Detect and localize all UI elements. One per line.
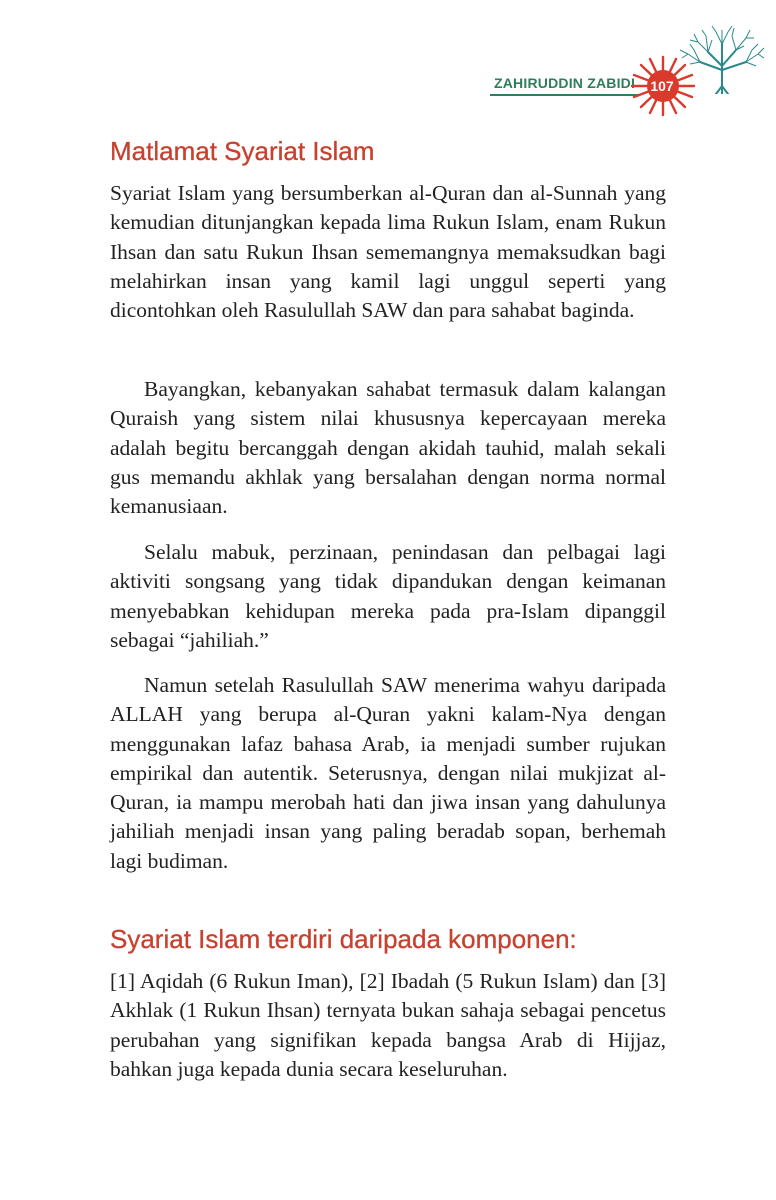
heading-matlamat: Matlamat Syariat Islam bbox=[110, 136, 375, 166]
paragraph-5: [1] Aqidah (6 Rukun Iman), [2] Ibadah (5 Rukun Islam) dan [3] Akhlak (1 Rukun Ihsan) ternyata bukan sahaja sebagai pencetus perubahan yang signifikan kepada bangsa Arab di Hijjaz, bahkan juga kepada dunia secara keseluruhan. bbox=[110, 969, 666, 1081]
page-number: 107 bbox=[650, 78, 674, 94]
section-heading-2 bbox=[110, 922, 577, 956]
paragraph-4: Namun setelah Rasulullah SAW menerima wahyu daripada ALLAH yang berupa al-Quran yakni kalam-Nya dengan menggunakan lafaz bahasa Arab, ia menjadi sumber rujukan empirikal dan autentik. Seterusnya, dengan nilai mukjizat al-Quran, ia mampu merobah hati dan jiwa insan yang dahulunya jahiliah menjadi insan yang paling beradab sopan, berhemah lagi budiman. bbox=[110, 673, 666, 873]
page-header bbox=[0, 0, 776, 130]
header-rule bbox=[490, 94, 640, 96]
paragraph-3: Selalu mabuk, perzinaan, penindasan dan pelbagai lagi aktiviti songsang yang tidak dipandukan dengan keimanan menyebabkan kehidupan mereka pada pra-Islam dipanggil sebagai “jahiliah.” bbox=[110, 540, 666, 652]
section-heading-1 bbox=[110, 134, 374, 168]
paragraph-1: Syariat Islam yang bersumberkan al-Quran dan al-Sunnah yang kemudian ditunjangkan kepada lima Rukun Islam, enam Rukun Ihsan dan satu Rukun Ihsan sememangnya memaksudkan bagi melahirkan insan yang kamil lagi unggul seperti yang dicontohkan oleh Rasulullah SAW dan para sahabat baginda. bbox=[110, 181, 666, 323]
author-name: ZAHIRUDDIN ZABIDI bbox=[494, 75, 636, 91]
heading-komponen: Syariat Islam terdiri daripada komponen: bbox=[110, 924, 577, 954]
paragraph-2: Bayangkan, kebanyakan sahabat termasuk dalam kalangan Quraish yang sistem nilai khususnya kepercayaan mereka adalah begitu bercanggah dengan akidah tauhid, malah sekali gus memandu akhlak yang bersalahan dengan norma normal kemanusiaan. bbox=[110, 377, 666, 519]
